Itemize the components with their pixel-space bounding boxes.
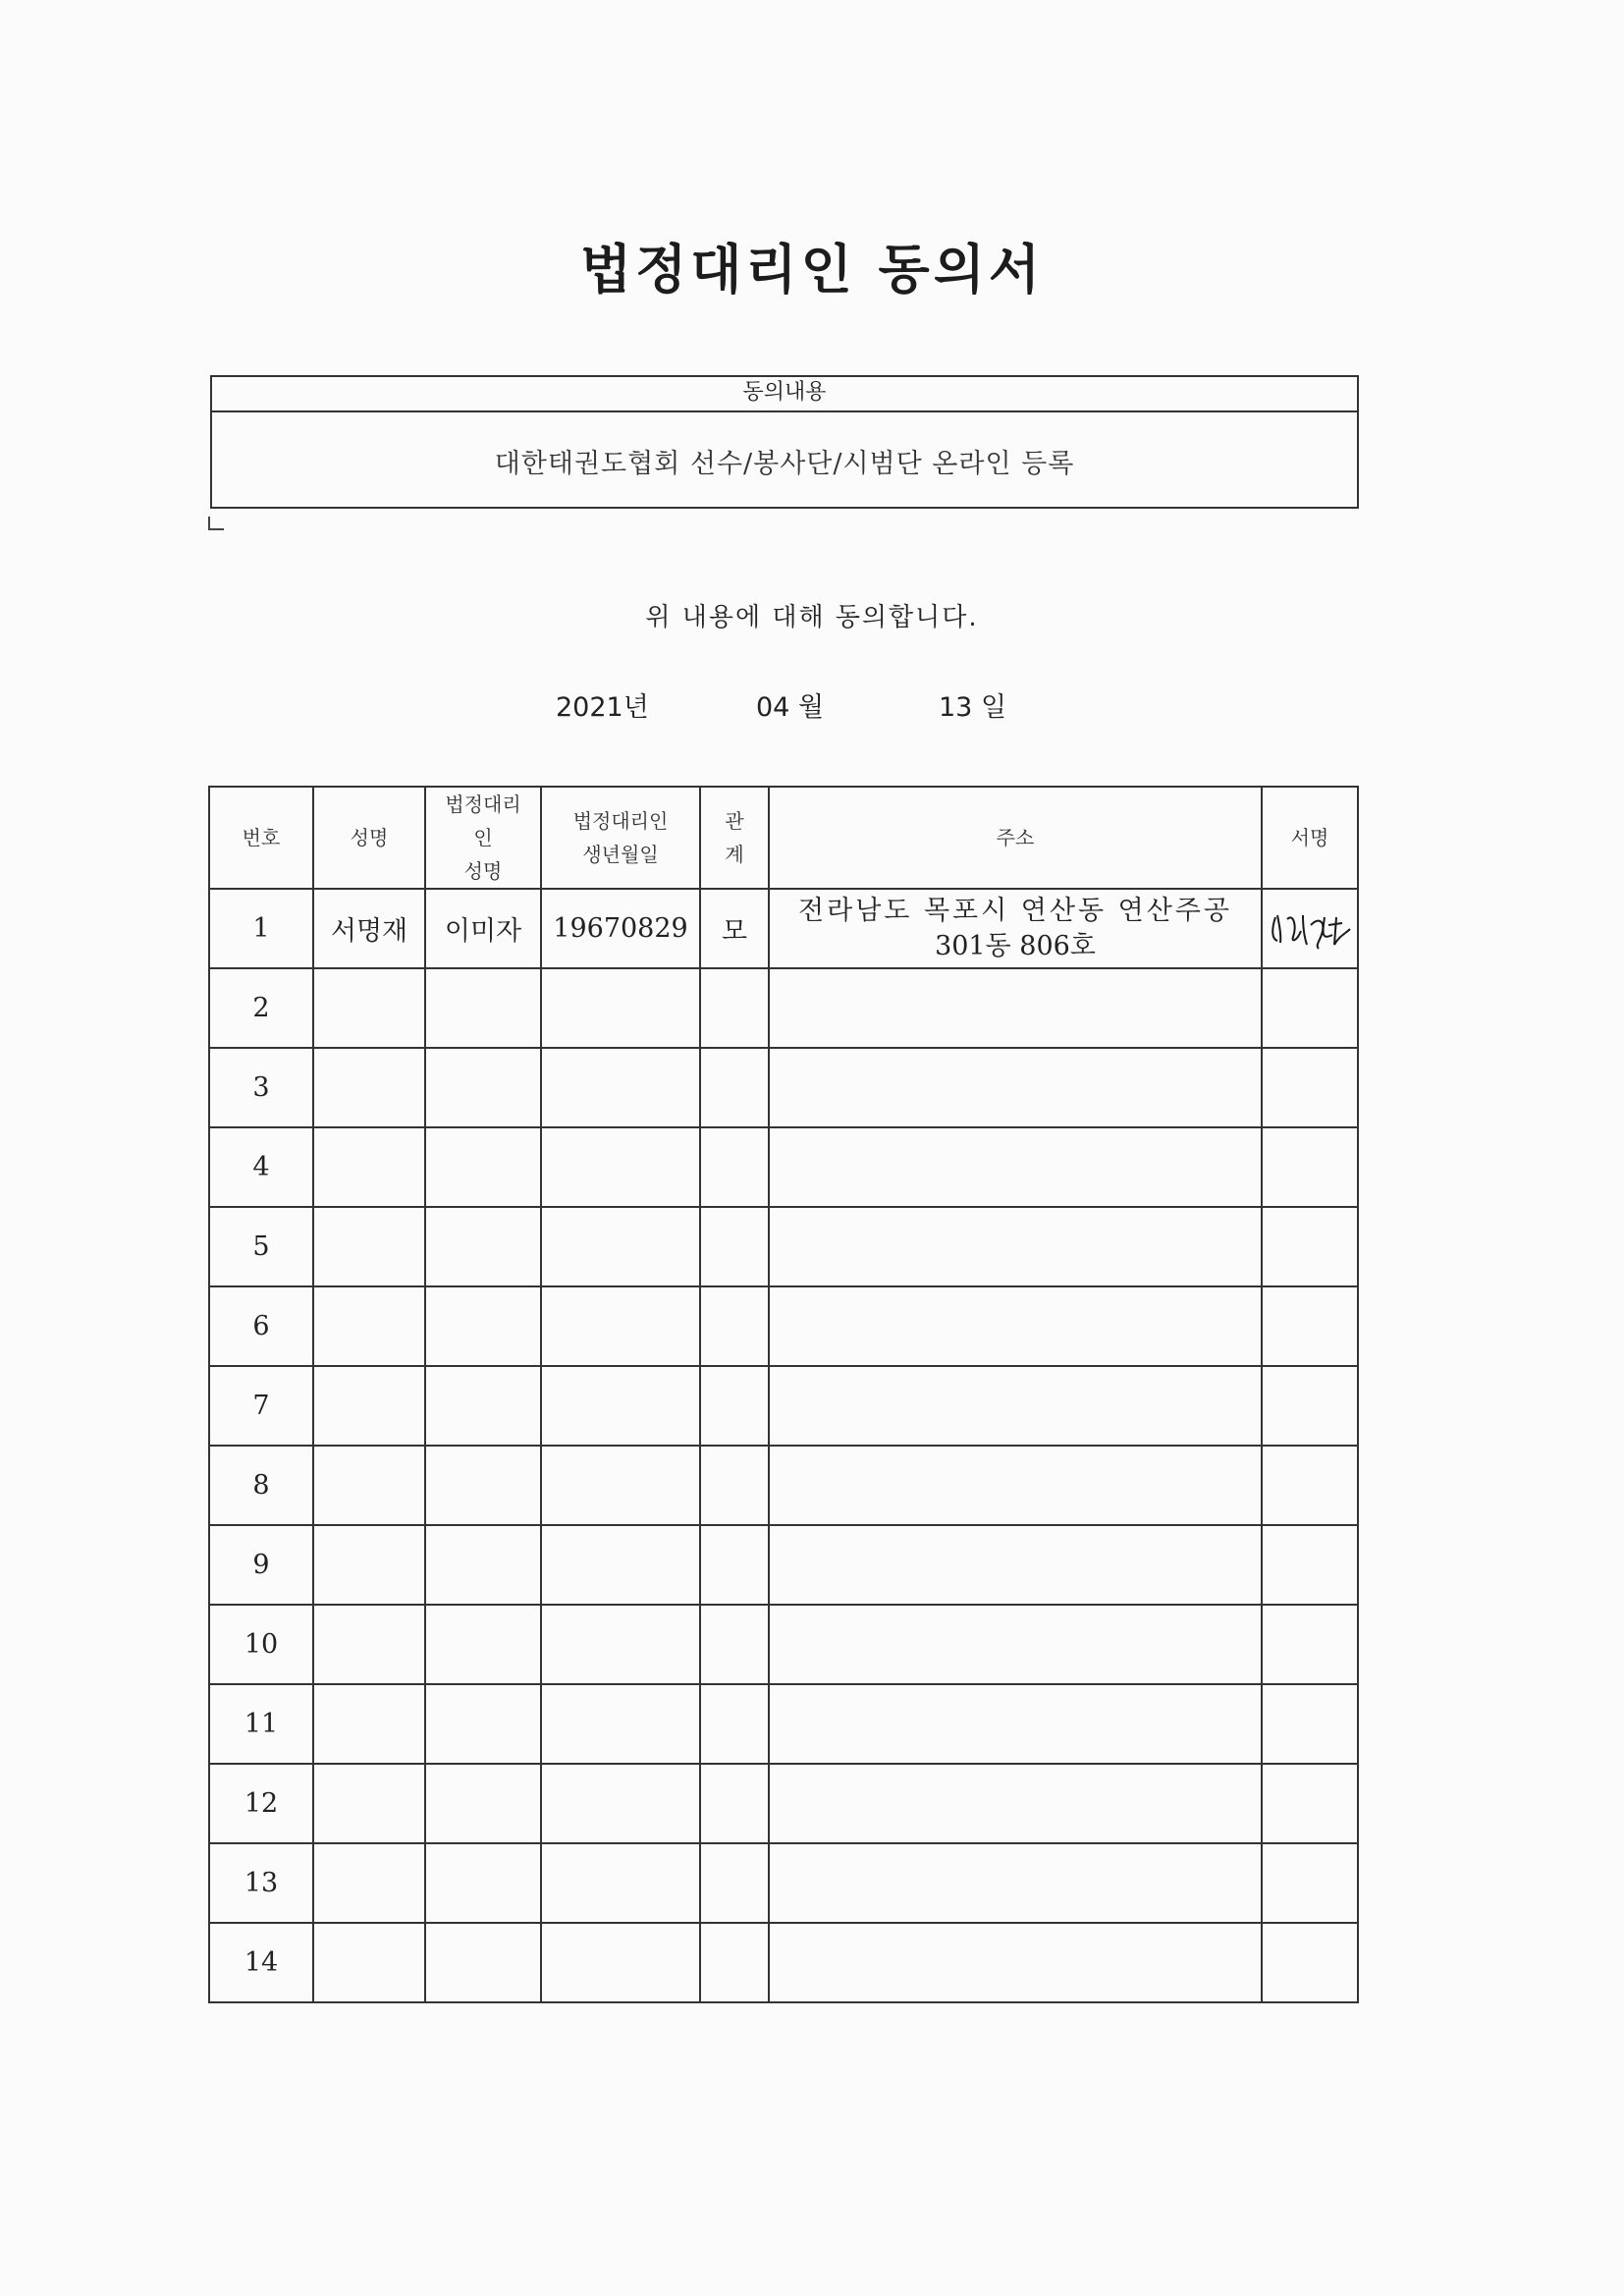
row-number: 9 [209,1525,313,1605]
row-name [313,1446,425,1525]
registration-table [208,786,1359,2003]
row-name [313,1605,425,1684]
date-month: 04 월 [756,692,825,723]
row-number: 13 [209,1843,313,1923]
row-guardian-birth [541,1127,700,1207]
row-address [769,1207,1262,1286]
row-guardian-name [425,1446,541,1525]
row-signature [1262,1923,1358,2002]
date-line [0,685,1624,725]
row-relation [700,1923,769,2002]
row-address [769,1366,1262,1446]
row-address [769,1048,1262,1127]
row-relation [700,1764,769,1843]
row-guardian-name [425,1207,541,1286]
row-number: 7 [209,1366,313,1446]
table-row [209,1366,1358,1446]
table-row [209,1286,1358,1366]
row-name [313,1207,425,1286]
row-guardian-name: 이미자 [425,889,541,968]
row-number: 11 [209,1684,313,1764]
row-guardian-birth [541,1843,700,1923]
header-relation [700,787,769,889]
row-signature [1262,1764,1358,1843]
row-signature [1262,1446,1358,1525]
table-row [209,1764,1358,1843]
row-name [313,1366,425,1446]
row-guardian-birth [541,1286,700,1366]
consent-header: 동의내용 [212,377,1357,412]
row-signature [1262,1286,1358,1366]
row-signature [1262,1525,1358,1605]
row-relation [700,1366,769,1446]
row-signature [1262,1843,1358,1923]
row-guardian-birth [541,968,700,1048]
row-signature [1262,1048,1358,1127]
row-guardian-name [425,1605,541,1684]
row-relation [700,1843,769,1923]
header-signature: 서명 [1262,787,1358,889]
row-signature [1262,968,1358,1048]
row-relation: 모 [700,889,769,968]
agreement-text: 위 내용에 대해 동의합니다. [645,603,979,632]
row-number: 5 [209,1207,313,1286]
row-relation [700,1048,769,1127]
row-number: 8 [209,1446,313,1525]
table-row [209,889,1358,968]
row-signature [1262,1366,1358,1446]
row-name [313,1525,425,1605]
row-number: 12 [209,1764,313,1843]
table-row [209,1923,1358,2002]
row-guardian-name [425,1923,541,2002]
row-guardian-birth [541,1207,700,1286]
row-number: 6 [209,1286,313,1366]
row-address [769,1605,1262,1684]
row-signature [1262,1207,1358,1286]
header-guardian-name [425,787,541,889]
row-relation [700,1605,769,1684]
row-address [769,1764,1262,1843]
row-guardian-name [425,1127,541,1207]
table-row [209,1843,1358,1923]
row-guardian-name [425,1366,541,1446]
row-guardian-name [425,1525,541,1605]
row-relation [700,1525,769,1605]
table-row [209,1207,1358,1286]
header-guardian-birth-line: 법정대리인 [572,809,669,833]
row-guardian-birth [541,1525,700,1605]
table-row [209,1446,1358,1525]
header-guardian-birth [541,787,700,889]
date-day: 13 일 [939,692,1007,723]
header-number: 번호 [209,787,313,889]
corner-mark [208,517,224,530]
row-address [769,1525,1262,1605]
row-guardian-name [425,968,541,1048]
row-guardian-name [425,1286,541,1366]
row-number: 2 [209,968,313,1048]
row-name [313,1923,425,2002]
row-name [313,1764,425,1843]
row-guardian-name [425,1048,541,1127]
row-name [313,1843,425,1923]
row-address [769,1127,1262,1207]
row-number: 1 [209,889,313,968]
table-row [209,1525,1358,1605]
row-signature [1262,1605,1358,1684]
document-title: 법정대리인 동의서 [579,239,1045,301]
row-guardian-name [425,1843,541,1923]
row-relation [700,1446,769,1525]
row-guardian-birth [541,1048,700,1127]
row-guardian-birth: 19670829 [541,889,700,968]
row-guardian-birth [541,1764,700,1843]
header-relation-line: 계 [725,843,744,866]
table-row [209,1048,1358,1127]
row-address [769,1843,1262,1923]
consent-body: 대한태권도협회 선수/봉사단/시범단 온라인 등록 [494,448,1075,479]
row-signature [1262,1127,1358,1207]
row-name [313,1684,425,1764]
header-guardian-birth-line: 생년월일 [582,843,659,866]
row-number: 14 [209,1923,313,2002]
row-name [313,968,425,1048]
row-guardian-name [425,1764,541,1843]
date-year: 2021년 [556,692,649,723]
row-address [769,889,1262,968]
header-guardian-name-line: 법정대리 [445,793,521,816]
row-signature [1262,1684,1358,1764]
row-guardian-birth [541,1366,700,1446]
row-relation [700,1684,769,1764]
row-relation [700,1286,769,1366]
row-number: 4 [209,1127,313,1207]
row-address [769,1923,1262,2002]
row-address [769,1446,1262,1525]
row-guardian-birth [541,1605,700,1684]
table-row [209,1127,1358,1207]
handwritten-signature [1264,896,1356,955]
table-row [209,1684,1358,1764]
row-address [769,968,1262,1048]
header-relation-line: 관 [725,809,744,833]
row-address [769,1286,1262,1366]
table-row [209,1605,1358,1684]
row-relation [700,1127,769,1207]
header-name: 성명 [313,787,425,889]
table-header-row [209,787,1358,889]
table-row [209,968,1358,1048]
row-name [313,1127,425,1207]
row-guardian-birth [541,1684,700,1764]
row-guardian-name [425,1684,541,1764]
row-signature [1262,889,1358,968]
row-number: 10 [209,1605,313,1684]
address-line-1: 전라남도 목포시 연산동 연산주공 [798,895,1232,926]
address-line-2: 301동 806호 [935,930,1096,961]
row-relation [700,968,769,1048]
row-address [769,1684,1262,1764]
row-name [313,1286,425,1366]
consent-box [210,375,1359,509]
row-name: 서명재 [313,889,425,968]
row-guardian-birth [541,1923,700,2002]
row-relation [700,1207,769,1286]
header-guardian-name-line: 인 [473,826,493,849]
header-guardian-name-line: 성명 [463,859,503,883]
row-guardian-birth [541,1446,700,1525]
row-number: 3 [209,1048,313,1127]
row-name [313,1048,425,1127]
header-address: 주소 [769,787,1262,889]
